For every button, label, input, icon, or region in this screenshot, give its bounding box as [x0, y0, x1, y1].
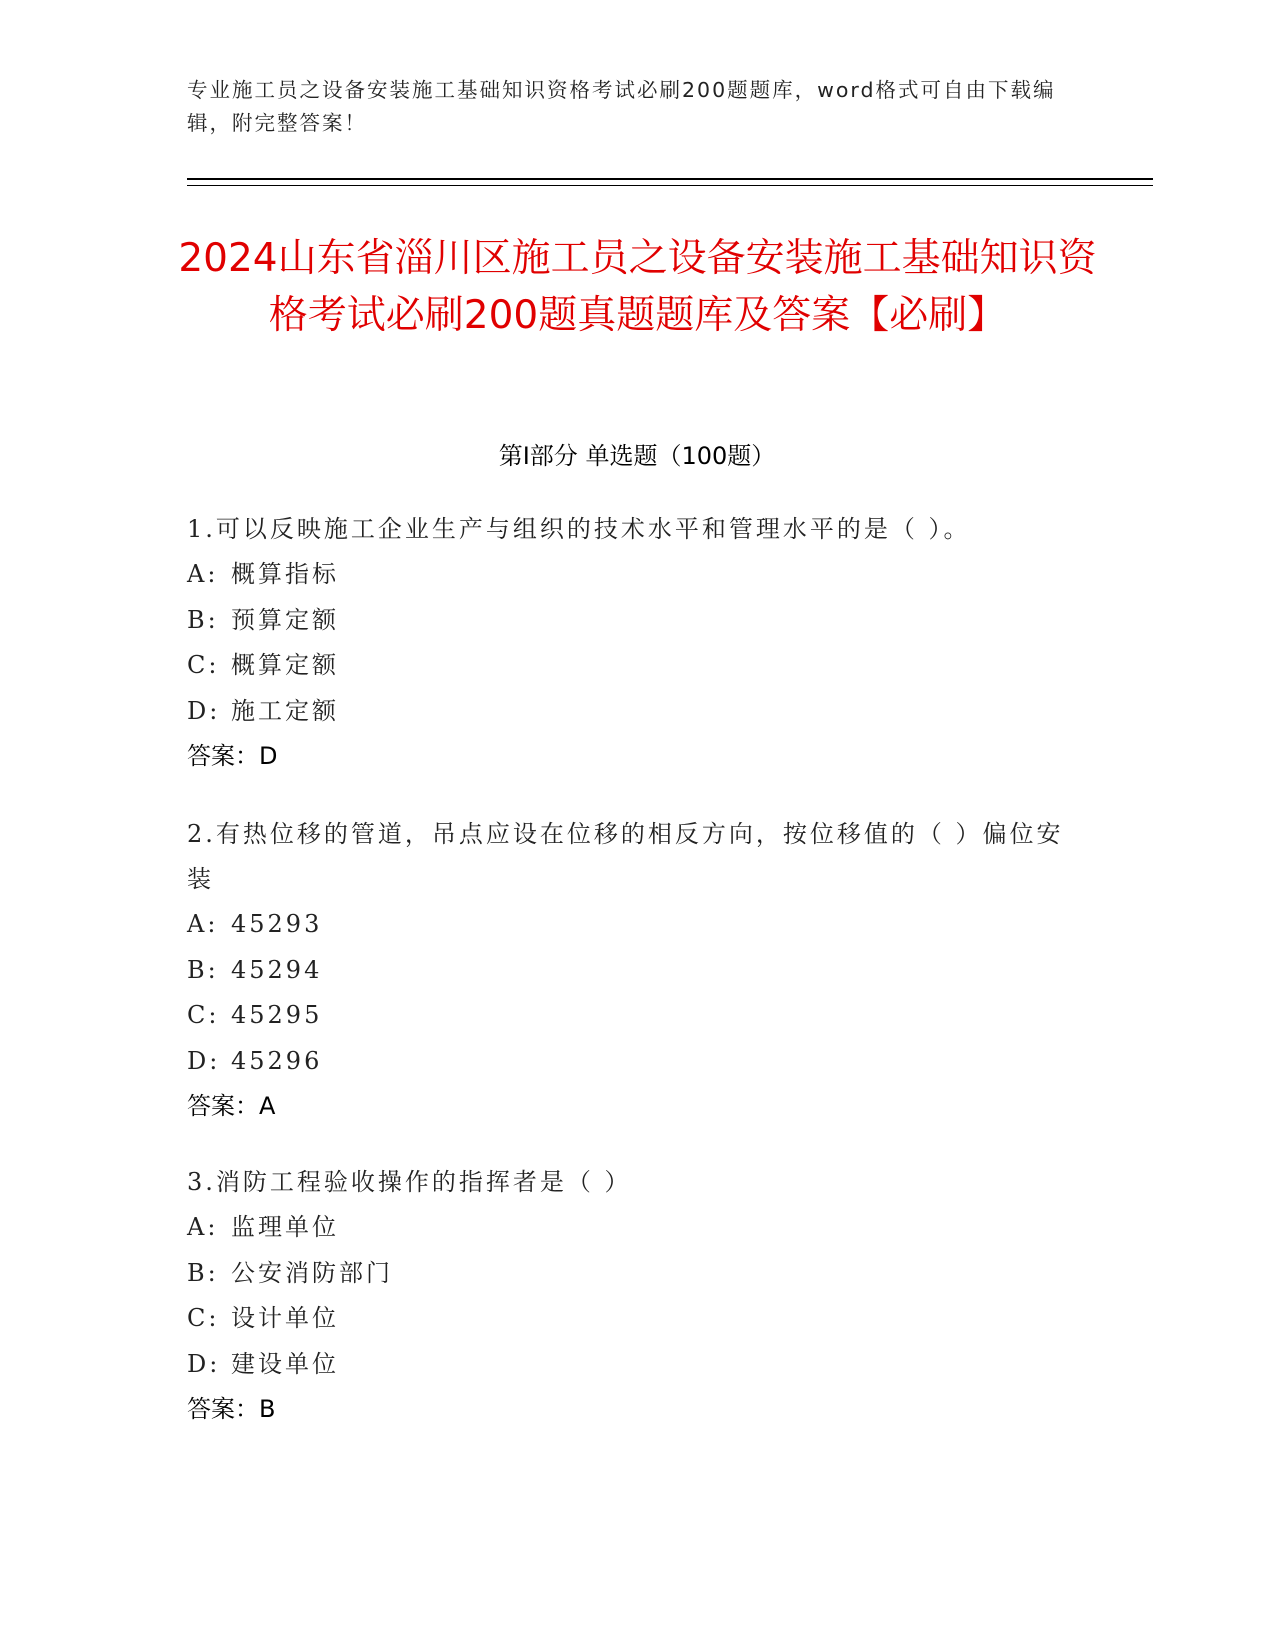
- option-b: [187, 948, 1087, 994]
- option-d: [187, 689, 1087, 735]
- option-letter: B:: [187, 955, 219, 984]
- option-letter: A:: [187, 560, 219, 588]
- answer-label: 答案：: [187, 1092, 259, 1120]
- question-text: 1.可以反映施工企业生产与组织的技术水平和管理水平的是（ ）。: [187, 515, 971, 543]
- question-3: [187, 1160, 1087, 1433]
- option-b: [187, 1251, 1087, 1297]
- section-title: 第Ⅰ部分 单选题（100题）: [498, 442, 776, 470]
- option-text: 预算定额: [231, 605, 339, 634]
- option-text: 建设单位: [231, 1349, 339, 1378]
- answer-line: [187, 1387, 1087, 1433]
- option-letter: A:: [187, 910, 219, 938]
- option-letter: D:: [187, 696, 221, 725]
- option-letter: B:: [187, 1258, 219, 1287]
- option-letter: C:: [187, 1001, 220, 1029]
- header-note: 专业施工员之设备安装施工基础知识资格考试必刷200题题库，word格式可自由下载编辑，附完整答案！: [187, 78, 1056, 135]
- answer-value: B: [259, 1395, 276, 1423]
- option-c: [187, 643, 1087, 689]
- option-d: [187, 1342, 1087, 1388]
- answer-value: D: [259, 742, 278, 770]
- option-text: 施工定额: [231, 696, 339, 725]
- question-2: [187, 812, 1087, 1130]
- option-b: [187, 598, 1087, 644]
- option-text: 概算定额: [231, 651, 339, 679]
- question-1: [187, 507, 1087, 780]
- option-letter: D:: [187, 1349, 221, 1378]
- option-text: 45294: [231, 955, 323, 984]
- answer-line: [187, 734, 1087, 780]
- option-text: 公安消防部门: [231, 1258, 393, 1287]
- option-letter: A:: [187, 1213, 219, 1241]
- option-a: [187, 1205, 1087, 1251]
- option-text: 概算指标: [231, 560, 339, 588]
- answer-label: 答案：: [187, 742, 259, 770]
- option-letter: C:: [187, 651, 220, 679]
- answer-line: [187, 1084, 1087, 1130]
- option-c: [187, 993, 1087, 1039]
- option-a: [187, 552, 1087, 598]
- option-text: 45296: [231, 1046, 323, 1075]
- option-text: 45293: [231, 910, 323, 938]
- question-text: 3.消防工程验收操作的指挥者是（ ）: [187, 1168, 632, 1196]
- option-letter: D:: [187, 1046, 221, 1075]
- option-c: [187, 1296, 1087, 1342]
- option-text: 45295: [231, 1001, 323, 1029]
- question-text: 2.有热位移的管道，吊点应设在位移的相反方向，按位移值的（ ）偏位安装: [187, 820, 1064, 893]
- answer-label: 答案：: [187, 1395, 259, 1423]
- option-text: 监理单位: [231, 1213, 339, 1241]
- answer-value: A: [259, 1092, 276, 1120]
- option-letter: C:: [187, 1304, 220, 1332]
- option-d: [187, 1039, 1087, 1085]
- document-title: 2024山东省淄川区施工员之设备安装施工基础知识资格考试必刷200题真题题库及答案【必刷】: [178, 236, 1097, 338]
- option-letter: B:: [187, 605, 219, 634]
- option-a: [187, 902, 1087, 948]
- header-rule-thin: [187, 185, 1153, 186]
- header-rule-thick: [187, 178, 1153, 180]
- option-text: 设计单位: [231, 1304, 339, 1332]
